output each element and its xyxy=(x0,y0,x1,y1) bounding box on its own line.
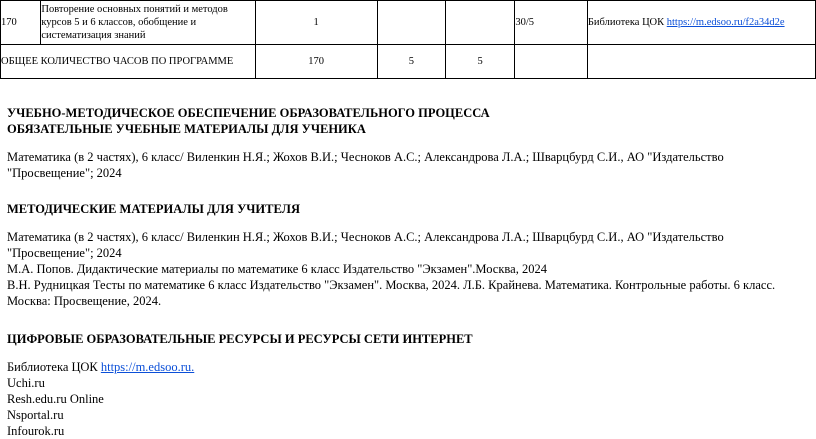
lesson-number: 170 xyxy=(1,1,41,45)
total-control-works: 5 xyxy=(377,45,445,79)
student-materials-heading: ОБЯЗАТЕЛЬНЫЕ УЧЕБНЫЕ МАТЕРИАЛЫ ДЛЯ УЧЕНИКА xyxy=(7,122,366,136)
digital-resource-item: Resh.edu.ru Online xyxy=(7,392,104,406)
document-body xyxy=(7,105,807,439)
table-row xyxy=(1,1,816,45)
lesson-practical-works xyxy=(446,1,515,45)
digital-library-label: Библиотека ЦОК xyxy=(7,360,98,374)
lesson-topic: Повторение основных понятий и методов курсов 5 и 6 классов, обобщение и систематизация знаний xyxy=(41,1,255,45)
resource-link[interactable]: https://m.edsoo.ru/f2a34d2e xyxy=(666,16,785,28)
lesson-hours: 1 xyxy=(255,1,377,45)
lesson-resource xyxy=(587,1,815,45)
student-materials-text: Математика (в 2 частях), 6 класс/ Виленкин Н.Я.; Жохов В.И.; Чесноков А.С.; Александрова Л.А.; Шварцбурд С.И., АО "Издательство "Просвещение"; 2024 xyxy=(7,150,724,180)
total-empty-cell xyxy=(587,45,815,79)
total-empty-cell xyxy=(515,45,588,79)
main-heading: УЧЕБНО-МЕТОДИЧЕСКОЕ ОБЕСПЕЧЕНИЕ ОБРАЗОВАТЕЛЬНОГО ПРОЦЕССА xyxy=(7,106,490,120)
lesson-control-works xyxy=(377,1,445,45)
digital-library-link[interactable]: https://m.edsoo.ru. xyxy=(100,360,195,374)
total-row xyxy=(1,45,816,79)
digital-library-line xyxy=(7,359,807,375)
digital-resource-item: Nsportal.ru xyxy=(7,408,64,422)
lesson-date: 30/5 xyxy=(515,1,588,45)
lesson-plan-table xyxy=(0,0,816,79)
teacher-material-item: М.А. Попов. Дидактические материалы по математике 6 класс Издательство "Экзамен".Москва, 2024 xyxy=(7,262,547,276)
digital-resource-item: Infourok.ru xyxy=(7,424,65,438)
total-hours: 170 xyxy=(255,45,377,79)
resource-label: Библиотека ЦОК xyxy=(587,16,665,28)
teacher-materials-heading: МЕТОДИЧЕСКИЕ МАТЕРИАЛЫ ДЛЯ УЧИТЕЛЯ xyxy=(7,202,301,216)
teacher-material-item: В.Н. Рудницкая Тесты по математике 6 класс Издательство "Экзамен". Москва, 2024. Л.Б. Крайнева. Математика. Контрольные работы. 6 класс. Москва: Просвещение, 2024. xyxy=(7,278,776,308)
digital-resource-item: Uchi.ru xyxy=(7,376,45,390)
total-label: ОБЩЕЕ КОЛИЧЕСТВО ЧАСОВ ПО ПРОГРАММЕ xyxy=(1,45,256,79)
teacher-material-item: Математика (в 2 частях), 6 класс/ Виленкин Н.Я.; Жохов В.И.; Чесноков А.С.; Александрова Л.А.; Шварцбурд С.И., АО "Издательство "Просвещение"; 2024 xyxy=(7,230,724,260)
digital-resources-heading: ЦИФРОВЫЕ ОБРАЗОВАТЕЛЬНЫЕ РЕСУРСЫ И РЕСУРСЫ СЕТИ ИНТЕРНЕТ xyxy=(7,332,473,346)
total-practical-works: 5 xyxy=(446,45,515,79)
